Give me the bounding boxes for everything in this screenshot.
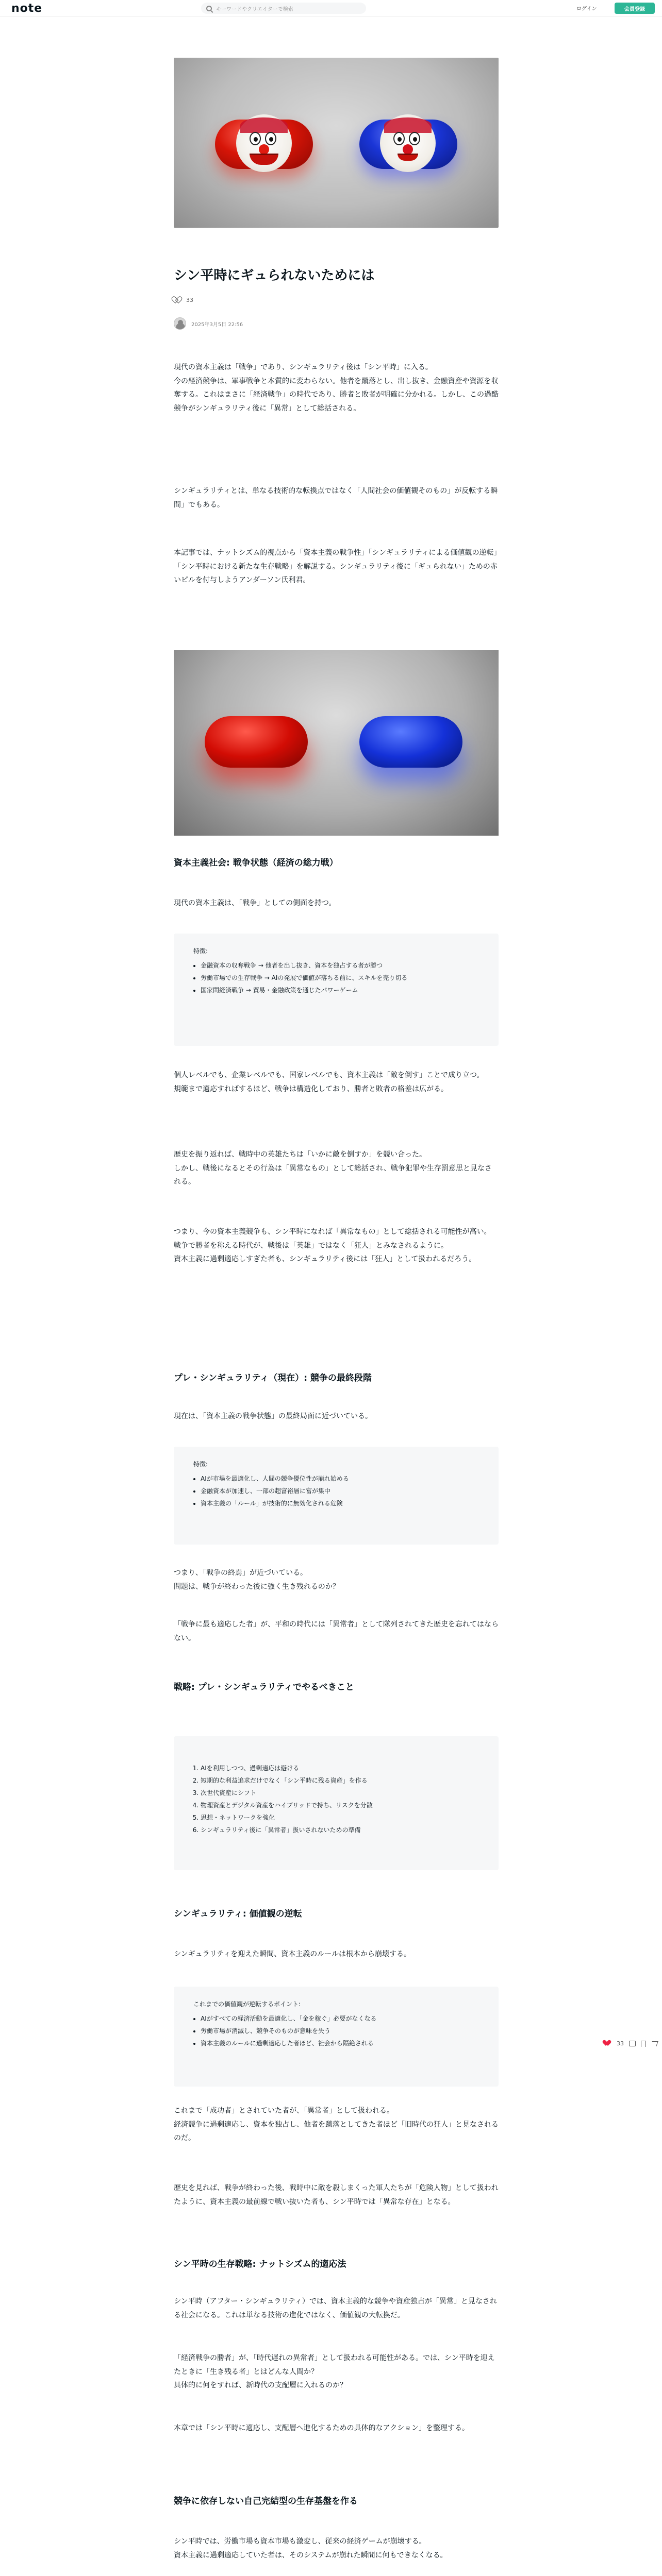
search-placeholder: キーワードやクリエイターで検索 [216,6,293,12]
info-box [174,1736,499,1870]
like-count: 33 [186,297,193,303]
intro-line: 現代の資本主義は「戦争」であり、シンギュラリティ後は「シン平時」に入る。 [174,363,433,371]
list-item: 2. 短期的な利益追求だけでなく「シン平時に残る資産」を作る [201,1774,479,1787]
list-item: • 資本主義のルールに過剰適応した者ほど、社会から隔絶される [201,2037,479,2049]
publish-date: 2025年3月5日 22:56 [191,321,243,328]
list-item: 3. 次世代資産にシフト [201,1787,479,1799]
paragraph-line: 規範まで適応すればするほど、戦争は構造化しており、勝者と敗者の格差は広がる。 [174,1084,448,1093]
info-box [174,1987,499,2087]
heart-icon[interactable] [604,2040,611,2047]
paragraph-line: シン平時では、労働市場も資本市場も激変し、従来の経済ゲームが崩壊する。 [174,2537,426,2546]
intro-paragraph-3: 本記事では、ナットシズム的視点から「資本主義の戦争性」「シンギュラリティによる価値観の逆転」「シン平時における新たな生存戦略」を解説する。シンギュラリティ後に「ギュられない」ための赤いピルを付与しようアンダーソン氏利君。 [174,549,498,585]
list-item: 4. 物理資産とデジタル資産をハイブリッドで持ち、リスクを分散 [201,1799,479,1811]
list-item: • 金融資本が加速し、一部の超富裕層に富が集中 [201,1485,479,1497]
paragraph: 「戦争に最も適応した者」が、平和の時代には「異常者」として隊列されてきた歴史を忘れてはならない。 [174,1620,499,1642]
blue-capsule [359,716,462,768]
paragraph-group [174,1069,499,1096]
comment-icon[interactable] [629,2041,636,2046]
bookmark-icon[interactable] [641,2041,646,2047]
side-like-count: 33 [617,2040,624,2047]
site-header [0,0,662,16]
paragraph-line: つまり、今の資本主義競争も、シン平時になれば「異常なもの」として総括される可能性が高い。 [174,1228,491,1236]
pills-photo [174,650,499,836]
paragraph-line: つまり、「戦争の終焉」が近づいている。 [174,1569,307,1577]
section-heading: 資本主義社会: 戦争状態（経済の総力戦） [174,858,338,868]
section-heading: シン平時の生存戦略: ナットシズム的適応法 [174,2259,346,2269]
intro-line: 今の経済競争は、軍事戦争と本質的に変わらない。他者を蹴落とし、出し抜き、金融資産や資源を収奪する。これはまさに「経済戦争」の時代であり、勝者と敗者が明確に分かれる。しかし、この過酷競争がシンギュラリティ後に「異常」として総括される。 [174,377,499,413]
paragraph-line: 経済競争に過剰適応し、資本を独占し、他者を蹴落としてきた者ほど「旧時代の狂人」と見なされるのだ。 [174,2120,499,2143]
list-item: 6. シンギュラリティ後に「異常者」扱いされないための準備 [201,1824,479,1836]
box-lead: 特徴: [193,1461,208,1468]
paragraph: 現在は、「資本主義の戦争状態」の最終局面に近づいている。 [174,1412,372,1420]
section-heading: 戦略: プレ・シンギュラリティでやるべきこと [174,1682,354,1692]
paragraph: シンギュラリティを迎えた瞬間、資本主義のルールは根本から崩壊する。 [174,1950,411,1958]
avatar[interactable] [174,317,186,330]
paragraph-group [174,1148,499,1189]
signup-button[interactable]: 会員登録 [615,3,655,14]
search-icon [206,6,212,11]
paragraph: シン平時（アフター・シンギュラリティ）では、資本主義的な競争や資産独占が「異常」と見なされる社会になる。これは単なる技術の進化ではなく、価値観の大転換だ。 [174,2297,497,2319]
search-box[interactable] [201,3,366,14]
list-item: • AIが市場を最適化し、人間の競争優位性が崩れ始める [201,1472,479,1485]
like-area[interactable] [174,297,193,303]
list-item: • 国家間経済戦争 → 貿易・金融政策を通じたパワーゲーム [201,984,479,996]
info-box [174,934,499,1046]
paragraph-line: 具体的に何をすれば、新時代の支配層に入れるのか？ [174,2381,347,2390]
paragraph-group [174,1566,499,1594]
heart-icon[interactable] [174,297,181,303]
paragraph-line: 歴史を振り返れば、戦時中の英雄たちは「いかに敵を倒すか」を競い合った。 [174,1150,426,1159]
list-item: • 労働市場での生存戦争 → AIの発展で価値が落ちる前に、スキルを売り切る [201,972,479,984]
box-lead: 特徴: [193,947,208,955]
list-item: 1. AIを利用しつつ、過剰適応は避ける [201,1762,479,1774]
paragraph-line: 問題は、戦争が終わった後に強く生き残れるのか？ [174,1582,340,1591]
note-logo[interactable]: note [11,2,43,15]
box-lead: これまでの価値観が逆転するポイント: [193,2001,301,2008]
paragraph-group [174,1225,499,1266]
intro-paragraph-1 [174,361,499,415]
paragraph-line: 資本主義に過剰適応していた者は、そのシステムが崩れた瞬間に何もできなくなる。 [174,2551,448,2560]
clown-face-left [236,114,292,172]
paragraph-group [174,2104,499,2145]
clown-face-right [380,114,436,172]
paragraph-line: 資本主義に過剰適応しすぎた者も、シンギュラリティ後には「狂人」として扱われるだろう。 [174,1255,476,1264]
list-item: 5. 思想・ネットワークを強化 [201,1811,479,1824]
author-row [174,317,243,330]
paragraph: 本章では「シン平時に適応し、支配層へ進化するための具体的なアクション」を整理する。 [174,2424,469,2432]
paragraph: 現代の資本主義は、「戦争」としての側面を持つ。 [174,899,336,907]
paragraph-group [174,2351,499,2393]
section-heading: シンギュラリティ: 価値観の逆転 [174,1909,302,1919]
paragraph-line: 個人レベルでも、企業レベルでも、国家レベルでも、資本主義は「敵を倒す」ことで成り立つ。 [174,1071,484,1079]
paragraph-line: しかし、戦後になるとその行為は「異常なもの」として総括され、戦争犯罪や生存罰意思と見なされる。 [174,1164,492,1187]
login-link[interactable]: ログイン [576,6,597,12]
list-item: • 資本主義の「ルール」が技術的に無効化される危険 [201,1497,479,1510]
list-item: • 金融資本の収奪戦争 → 他者を出し抜き、資本を独占する者が勝つ [201,959,479,972]
paragraph-group [174,2535,499,2562]
share-icon[interactable] [650,2041,658,2046]
paragraph-line: 「経済戦争の勝者」が、「時代遅れの異常者」として扱われる可能性がある。では、シン平時を迎えたときに「生き残る者」とはどんな人間か？ [174,2354,495,2376]
hero-image [174,58,499,228]
info-box [174,1447,499,1545]
red-capsule [205,716,308,768]
paragraph-line: 戦争で勝者を称える時代が、戦後は「英雄」ではなく「狂人」とみなされるように。 [174,1241,448,1250]
list-item: • AIがすべての経済活動を最適化し、「金を稼ぐ」必要がなくなる [201,2012,479,2025]
list-item: • 労働市場が消滅し、競争そのものが意味を失う [201,2025,479,2037]
section-heading: プレ・シンギュラリティ（現在）: 競争の最終段階 [174,1373,372,1383]
paragraph: 歴史を見れば、戦争が終わった後、戦時中に敵を殺しまくった軍人たちが「危険人物」として扱われたように、資本主義の最前線で戦い抜いた者も、シン平時では「異常な存在」となる。 [174,2184,499,2206]
floating-actions [604,2040,657,2047]
intro-paragraph-2: シンギュラリティとは、単なる技術的な転換点ではなく「人間社会の価値観そのもの」が反転する瞬間」でもある。 [174,487,498,509]
section-heading: 競争に依存しない自己完結型の生存基盤を作る [174,2496,358,2506]
paragraph-line: これまで「成功者」とされていた者が、「異常者」として扱われる。 [174,2107,394,2115]
article-title: シン平時にギュられないためには [174,268,375,283]
